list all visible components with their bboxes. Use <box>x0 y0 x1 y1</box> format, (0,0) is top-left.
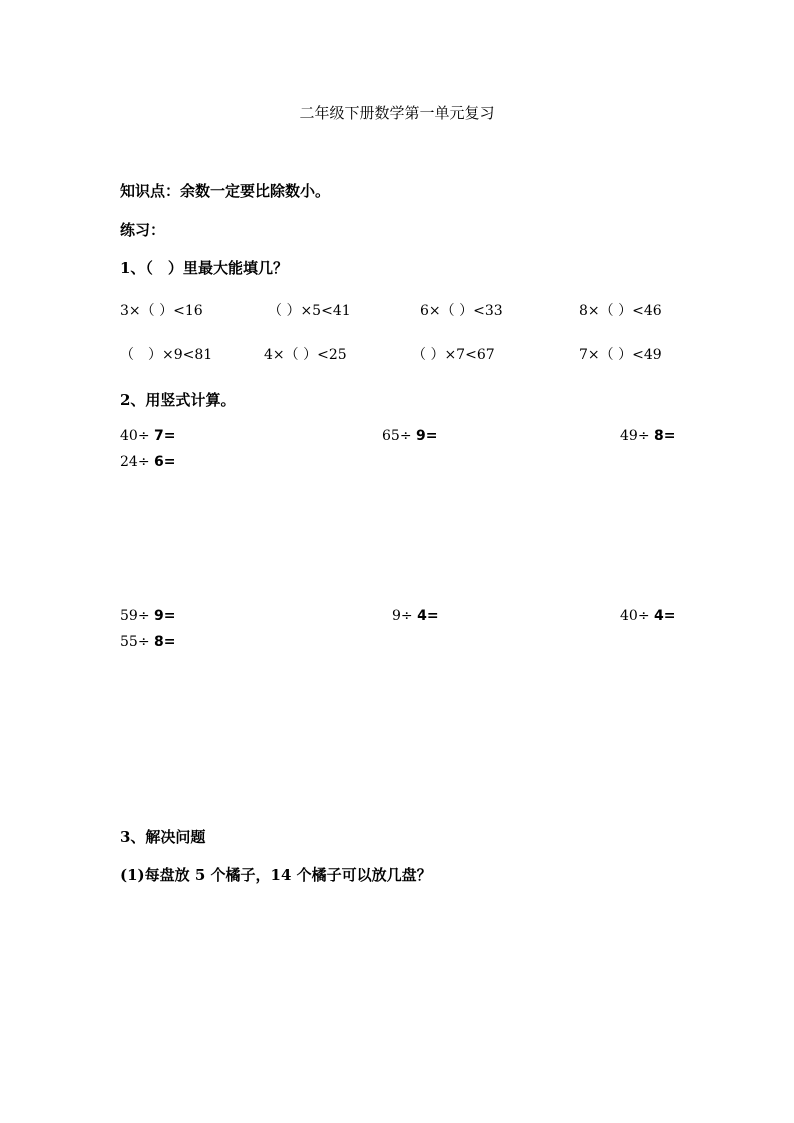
dividend: 55÷ <box>120 634 150 650</box>
dividend: 49÷ <box>620 428 650 444</box>
divisor: 7= <box>154 428 176 444</box>
divisor: 8= <box>154 634 176 650</box>
dividend: 40÷ <box>620 608 650 624</box>
dividend: 65÷ <box>382 428 412 444</box>
divisor: 4= <box>654 608 676 624</box>
divisor: 9= <box>154 608 176 624</box>
q1-item: （ ）×7<67 <box>412 347 495 363</box>
division-problem <box>120 454 175 470</box>
divisor: 9= <box>416 428 438 444</box>
practice-label: 练习： <box>120 221 166 239</box>
question-2-heading: 2、用竖式计算。 <box>120 391 236 409</box>
question-3-heading: 3、解决问题 <box>120 828 206 846</box>
divisor: 8= <box>654 428 676 444</box>
division-problem <box>120 634 175 650</box>
dividend: 40÷ <box>120 428 150 444</box>
page-title: 二年级下册数学第一单元复习 <box>299 104 495 122</box>
dividend: 24÷ <box>120 454 150 470</box>
q1-item: 3×（ ）<16 <box>120 303 203 319</box>
question-1-heading: 1、（ ）里最大能填几？ <box>120 259 288 277</box>
division-problem <box>392 608 439 624</box>
division-problem <box>620 428 675 444</box>
divisor: 6= <box>154 454 176 470</box>
dividend: 9÷ <box>392 608 413 624</box>
division-problem <box>620 608 675 624</box>
q1-item: （ ）×9<81 <box>120 347 213 363</box>
dividend: 59÷ <box>120 608 150 624</box>
q1-item: 6×（ ）<33 <box>420 303 503 319</box>
division-problem <box>120 428 175 444</box>
division-problem <box>120 608 175 624</box>
q1-item: （ ）×5<41 <box>268 303 351 319</box>
word-problem-1: (1)每盘放 5 个橘子，14 个橘子可以放几盘？ <box>120 866 432 884</box>
q1-item: 4×（ ）<25 <box>264 347 347 363</box>
knowledge-point: 知识点：余数一定要比除数小。 <box>120 182 331 200</box>
divisor: 4= <box>417 608 439 624</box>
q1-item: 7×（ ）<49 <box>579 347 662 363</box>
q1-item: 8×（ ）<46 <box>579 303 662 319</box>
division-problem <box>382 428 437 444</box>
